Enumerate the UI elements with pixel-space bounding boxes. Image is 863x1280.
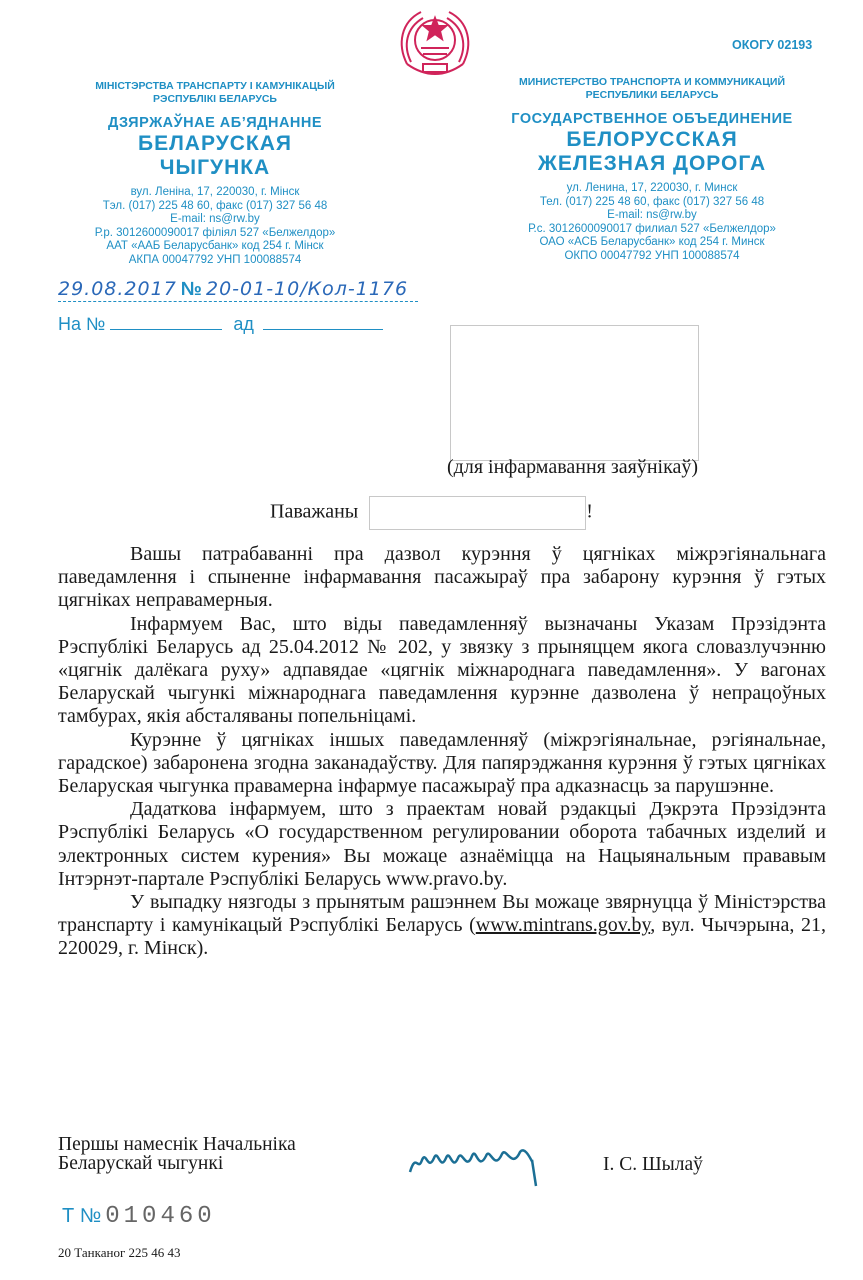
ministry-line2: РЕСПУБЛИКИ БЕЛАРУСЬ [585,89,719,101]
incoming-reference [58,314,383,335]
paragraph-text: , вул. Чычэрына, 21, 220029, г. Мінск). [58,914,826,960]
ministry-line1: МИНИСТЕРСТВО ТРАНСПОРТА И КОММУНИКАЦИЙ [518,76,786,88]
reg-prefix: Т № [62,1205,102,1227]
phone: Тэл. (017) 225 48 60, факс (017) 327 56 48 [102,199,328,212]
handwritten-signature [408,1142,548,1197]
email: E-mail: ns@rw.by [170,213,260,226]
signatory-name: І. С. Шылаў [603,1154,703,1175]
phone: Тел. (017) 225 48 60, факс (017) 327 56 48 [539,195,765,208]
account: Р.с. 3012600090017 филиал 527 «Белжелдор» [528,222,776,235]
greeting-word: Паважаны [270,500,359,523]
ministry-line2: РЭСПУБЛІКІ БЕЛАРУСЬ [153,93,277,105]
paragraph: Інфармуем Вас, што віды паведамленняў вызначаны Указам Прэзідэнта Рэспублікі Беларусь ад 25.04.2012 № 202, у звязку з прыняццем якога словазлучэнню «цягнік далёкага руху» адпавядае «цягнік міжнароднага паведамлення». У вагонах Беларускай чыгункі міжнароднага паведамлення курэнне дазволена ў непрацоўных тамбурах, якія абсталяваны попельніцамі. [58,612,826,728]
paragraph: Дадаткова інфармуем, што з праектам новай рэдакцыі Дэкрэта Прэзідэнта Рэспублікі Беларусь «О государственном регулировании оборота табачных изделий и электронных систем курения» Вы можаце азнаёміцца на Нацыянальным прававым Інтэрнэт-партале Рэспублікі Беларусь www.pravo.by. [58,798,826,890]
bank: ОАО «АСБ Беларусбанк» код 254 г. Минск [539,236,765,249]
paragraph [58,891,826,961]
redacted-name [369,496,586,530]
letter-body [58,543,826,961]
letterhead-belarusian [35,80,395,268]
outgoing-number: 20-01-10/Кол-1176 [205,278,409,300]
outgoing-date: 29.08.2017 [58,278,177,300]
mintrans-link[interactable]: www.mintrans.gov.by [475,914,651,937]
position-line2: Беларускай чыгункі [58,1153,224,1174]
org-name-line1: БЕЛОРУССКАЯ [566,128,738,151]
org-name-line1: БЕЛАРУСКАЯ [137,132,293,155]
greeting-exclamation: ! [586,500,593,523]
greeting [270,496,593,530]
email: E-mail: ns@rw.by [607,209,697,222]
signatory-position [58,1135,296,1173]
bank: ААТ «ААБ Беларусбанк» код 254 г. Мінск [106,240,324,253]
paragraph: Курэнне ў цягніках іншых паведамленняў (міжрэгіянальнае, рэгіянальнае, гарадское) забаронена згодна заканадаўству. Для папярэджання курэння ў гэтых цягніках Беларуская чыгунка правамерна інфармуе пасажыраў пра адказнасць за парушэнне. [58,728,826,798]
org-name-line2: ЖЕЛЕЗНАЯ ДОРОГА [537,152,767,175]
registration-number [62,1203,216,1230]
okogu-code: ОКОГУ 02193 [732,38,813,52]
account: Р.р. 3012600090017 філіял 527 «Белжелдор» [94,226,336,239]
number-label: № [180,279,202,300]
state-emblem [393,4,477,86]
codes: ОКПО 00047792 УНП 100088574 [564,249,740,262]
org-type: ГОСУДАРСТВЕННОЕ ОБЪЕДИНЕНИЕ [511,111,793,127]
address: ул. Ленина, 17, 220030, г. Минск [566,182,738,194]
label-from: ад [233,314,254,334]
label-no: На № [58,314,106,334]
reg-value: 010460 [105,1203,216,1230]
redacted-addressee [450,325,699,461]
letterhead-russian [472,76,832,264]
org-type: ДЗЯРЖАЎНАЕ АБ’ЯДНАННЕ [107,115,323,131]
ministry-line1: МІНІСТЭРСТВА ТРАНСПАРТУ І КАМУНІКАЦЫЙ [95,80,335,92]
codes: АКПА 00047792 УНП 100088574 [128,253,302,266]
executor-info: 20 Танканог 225 46 43 [58,1245,181,1260]
paragraph: Вашы патрабаванні пра дазвол курэння ў цягніках міжрэгіянальнага паведамлення і спыненне інфармавання пасажыраў пра забарону курэння ў гэтых цягніках неправамерныя. [58,543,826,612]
paragraph-text: У выпадку нязгоды з прынятым рашэннем Вы можаце звярнуцца ў Міністэрства транспарту і камунікацый Рэспублікі Беларусь ( [58,891,826,937]
address: вул. Леніна, 17, 220030, г. Мінск [130,186,300,198]
addressee-note: (для інфармавання заяўнікаў) [447,456,699,478]
position-line1: Першы намеснік Начальніка [58,1134,296,1155]
outgoing-reference [58,278,418,302]
org-name-line2: ЧЫГУНКА [159,156,271,179]
